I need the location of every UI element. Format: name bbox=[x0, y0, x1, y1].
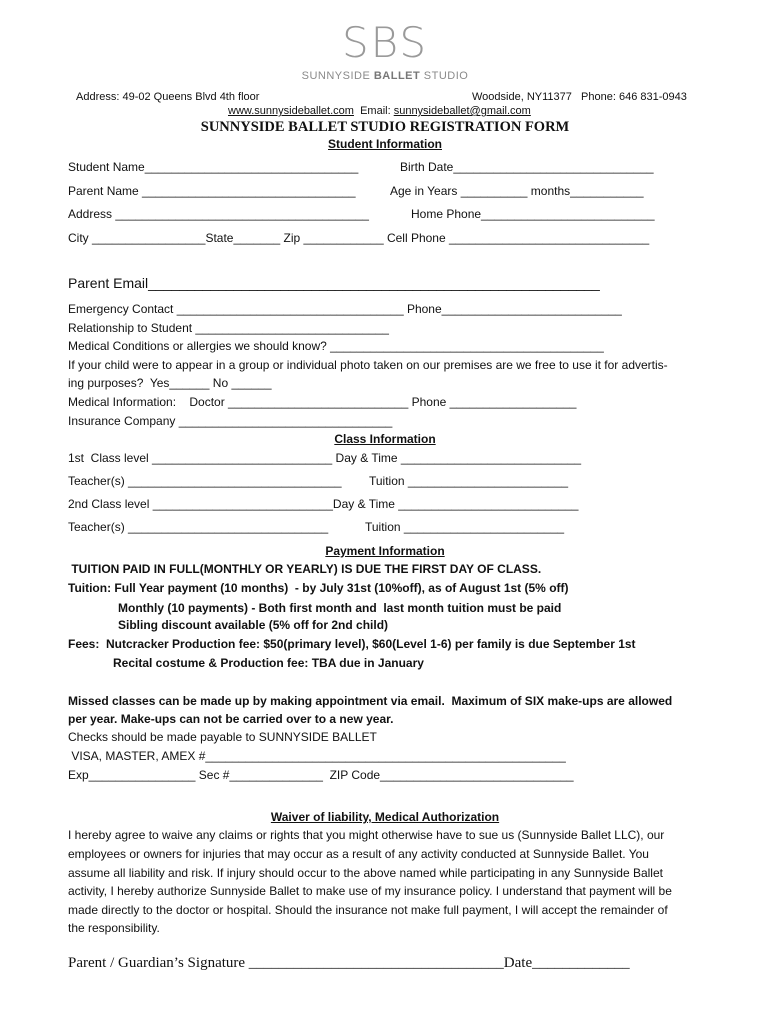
email-label: Email: bbox=[360, 105, 391, 117]
tuition-due-notice: TUITION PAID IN FULL(MONTHLY OR YEARLY) IS DUE THE FIRST DAY OF CLASS. bbox=[68, 562, 542, 576]
emergency-contact-field[interactable]: Emergency Contact __________________________________ Phone___________________________ bbox=[68, 302, 622, 316]
nutcracker-fee-text: Fees: Nutcracker Production fee: $50(primary level), $60(Level 1-6) per family is due September 1st bbox=[68, 637, 636, 651]
medical-conditions-field[interactable]: Medical Conditions or allergies we should know? _________________________________________ bbox=[68, 339, 604, 353]
makeups-policy-text: per year. Make-ups can not be carried over to a new year. bbox=[68, 712, 394, 726]
waiver-line: assume all liability and risk. If injury should occur to the above named while participating in any Sunnyside Ballet bbox=[68, 866, 663, 880]
class2-field[interactable]: 2nd Class level ___________________________Day & Time ___________________________ bbox=[68, 497, 579, 511]
address-field[interactable]: Address ______________________________________ bbox=[68, 207, 369, 221]
relationship-field[interactable]: Relationship to Student _____________________________ bbox=[68, 321, 389, 335]
waiver-line: employees or owners for injuries that may occur as a result of any activity conducted at Sunnyside Ballet. You bbox=[68, 847, 649, 861]
class-info-heading: Class Information bbox=[334, 432, 436, 446]
logo-mark: SBS bbox=[341, 18, 429, 67]
medical-info-field[interactable]: Medical Information: Doctor ___________________________ Phone ___________________ bbox=[68, 395, 577, 409]
student-info-heading: Student Information bbox=[328, 137, 442, 151]
age-field[interactable]: Age in Years __________ months___________ bbox=[390, 184, 644, 198]
logo-subtitle bbox=[0, 70, 770, 82]
waiver-line: the responsibility. bbox=[68, 921, 160, 935]
home-phone-field[interactable]: Home Phone__________________________ bbox=[411, 207, 655, 221]
recital-fee-text: Recital costume & Production fee: TBA due in January bbox=[113, 656, 424, 670]
waiver-line: made directly to the doctor or hospital. Should the insurance not make full payment, I will accept the remainder of bbox=[68, 903, 668, 917]
teacher1-field[interactable]: Teacher(s) ________________________________ bbox=[68, 474, 342, 488]
contact-links bbox=[228, 105, 531, 117]
exp-sec-zip-field[interactable]: Exp________________ Sec #______________ ZIP Code_____________________________ bbox=[68, 768, 574, 782]
waiver-line: activity, I hereby authorize Sunnyside Ballet to make use of my insurance policy. I understand that payment will be bbox=[68, 884, 672, 898]
parent-email-field[interactable]: Parent Email__________________________________________________________ bbox=[68, 275, 600, 291]
signature-date-field[interactable]: Parent / Guardian’s Signature __________________________________Date_____________ bbox=[68, 955, 630, 971]
tuition2-field[interactable]: Tuition ________________________ bbox=[365, 520, 565, 534]
tuition-monthly-text: Monthly (10 payments) - Both first month and last month tuition must be paid bbox=[118, 601, 562, 615]
birth-date-field[interactable]: Birth Date______________________________ bbox=[400, 160, 654, 174]
email-link[interactable]: sunnysideballet@gmail.com bbox=[393, 105, 531, 117]
photo-consent-field[interactable]: ing purposes? Yes______ No ______ bbox=[68, 376, 272, 390]
city-state-zip-cell-field[interactable]: City _________________State_______ Zip ____________ Cell Phone ______________________________ bbox=[68, 231, 650, 245]
form-title: SUNNYSIDE BALLET STUDIO REGISTRATION FORM bbox=[200, 119, 570, 135]
studio-address: Address: 49-02 Queens Blvd 4th floor bbox=[76, 91, 260, 103]
teacher2-field[interactable]: Teacher(s) ______________________________ bbox=[68, 520, 329, 534]
student-name-field[interactable]: Student Name________________________________ bbox=[68, 160, 359, 174]
tuition1-field[interactable]: Tuition ________________________ bbox=[369, 474, 569, 488]
logo-sub-light: SUNNYSIDE bbox=[301, 70, 374, 82]
payment-info-heading: Payment Information bbox=[325, 544, 445, 558]
website-link[interactable]: www.sunnysideballet.com bbox=[228, 105, 354, 117]
photo-consent-text: If your child were to appear in a group or individual photo taken on our premises are we free to use it for advertis- bbox=[68, 358, 668, 372]
insurance-field[interactable]: Insurance Company ________________________________ bbox=[68, 414, 393, 428]
class1-field[interactable]: 1st Class level ___________________________ Day & Time ___________________________ bbox=[68, 451, 582, 465]
sibling-discount-text: Sibling discount available (5% off for 2nd child) bbox=[118, 618, 389, 632]
waiver-heading: Waiver of liability, Medical Authorization bbox=[270, 810, 500, 824]
logo-sub-bold: BALLET bbox=[373, 70, 421, 82]
parent-name-field[interactable]: Parent Name ________________________________ bbox=[68, 184, 356, 198]
card-number-field[interactable]: VISA, MASTER, AMEX #______________________________________________________ bbox=[68, 749, 566, 763]
tuition-full-year-text: Tuition: Full Year payment (10 months) - by July 31st (10%off), as of August 1st (5% off) bbox=[68, 581, 569, 595]
checks-payable-text: Checks should be made payable to SUNNYSIDE BALLET bbox=[68, 730, 377, 744]
waiver-line: I hereby agree to waive any claims or rights that you might otherwise have to sue us (Sunnyside Ballet LLC), our bbox=[68, 828, 665, 842]
studio-city-phone: Woodside, NY11377 Phone: 646 831-0943 bbox=[472, 91, 687, 103]
missed-classes-text: Missed classes can be made up by making appointment via email. Maximum of SIX make-ups are allowed bbox=[68, 694, 673, 708]
logo-sub-rest: STUDIO bbox=[420, 70, 469, 82]
